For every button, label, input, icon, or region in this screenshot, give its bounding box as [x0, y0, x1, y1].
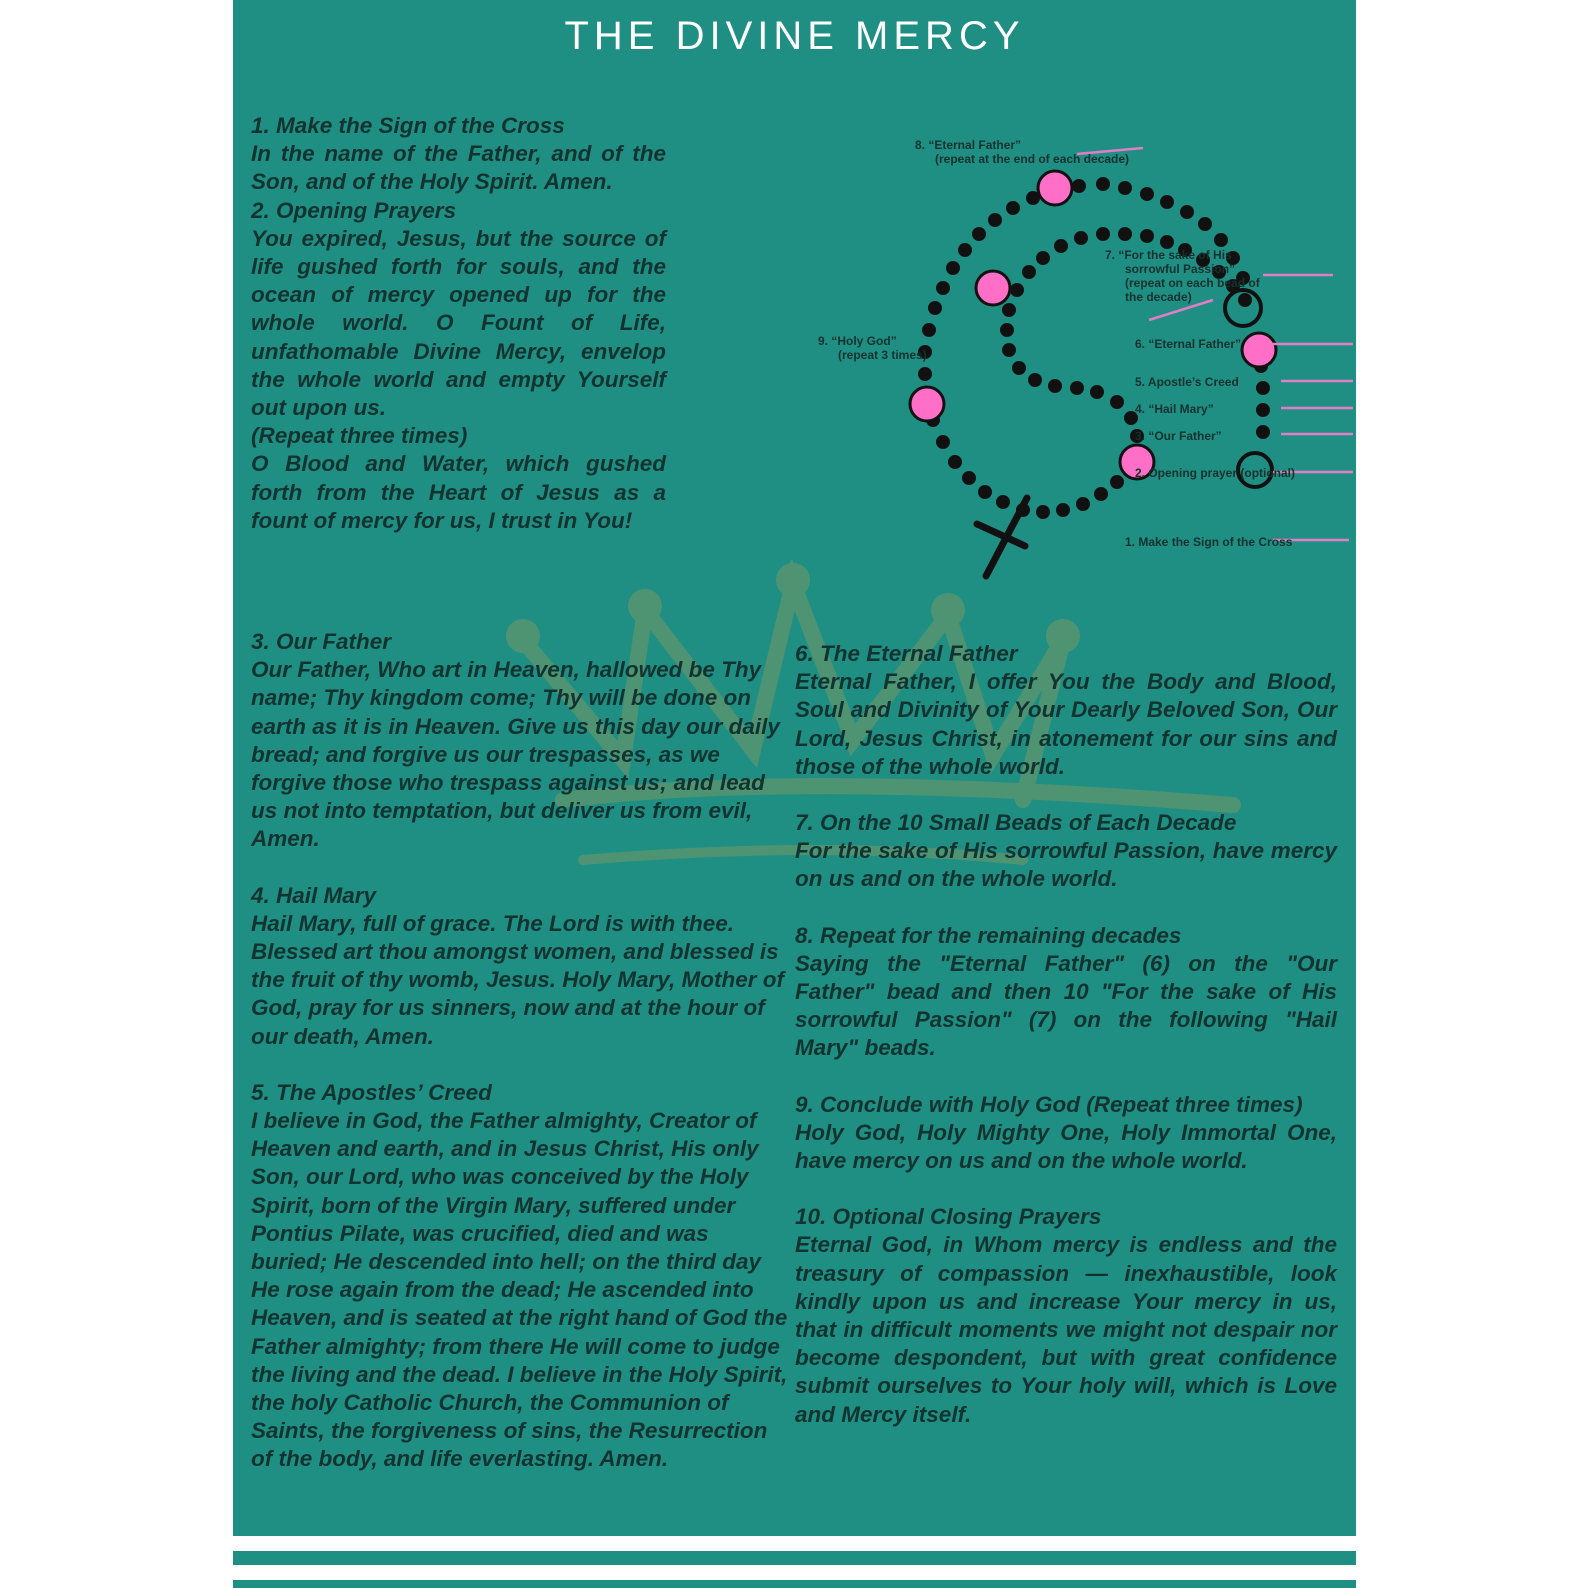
label-5: 5. Apostle’s Creed — [1135, 375, 1239, 389]
section-7-heading: 7. On the 10 Small Beads of Each Decade — [795, 810, 1237, 836]
page-title: THE DIVINE MERCY — [564, 14, 1025, 58]
label-7-sub-3: the decade) — [1125, 290, 1192, 304]
section-8-heading: 8. Repeat for the remaining decades — [795, 922, 1182, 948]
section-6-heading: 6. The Eternal Father — [795, 641, 1018, 666]
section-5-heading: 5. The Apostles’ Creed — [251, 1079, 492, 1105]
section-7-body: For the sake of His sorrowful Passion, have mercy on us and on the whole world. — [795, 838, 1337, 892]
section-4-body: Hail Mary, full of grace. The Lord is with thee. Blessed art thou amongst women, and blessed is the fruit of thy womb, Jesus. Holy Mary, Mother of God, pray for us sinners, now and at the hour of our death, Amen. — [251, 910, 784, 1049]
section-2-body-2: O Blood and Water, which gushed forth from the Heart of Jesus as a fount of mercy for us, I trust in You! — [251, 451, 666, 533]
prayer-sheet — [233, 0, 1356, 1536]
section-10-heading: 10. Optional Closing Prayers — [795, 1204, 1102, 1230]
section-1-heading: 1. Make the Sign of the Cross — [251, 113, 565, 138]
footer-stripe-1 — [233, 1551, 1356, 1565]
label-9: 9. “Holy God” — [818, 334, 897, 348]
label-6: 6. “Eternal Father” — [1135, 337, 1242, 351]
section-1-body: In the name of the Father, and of the Son, and of the Holy Spirit. Amen. — [251, 141, 666, 195]
section-6-body: Eternal Father, I offer You the Body and Blood, Soul and Divinity of Your Dearly Beloved Son, Our Lord, Jesus Christ, in atonement for our sins and those of the whole world. — [795, 669, 1337, 779]
label-7-sub: sorrowful Passion” — [1125, 262, 1236, 276]
section-10-body: Eternal God, in Whom mercy is endless and the treasury of compassion — inexhaustible, look kindly upon us and increase Your mercy in us, that in difficult moments we might not despair nor become despondent, but with great confidence submit ourselves to Your holy will, which is Love and Mercy itself. — [795, 1232, 1337, 1427]
section-8-body: Saying the "Eternal Father" (6) on the "Our Father" bead and then 10 "For the sake of His sorrowful Passion" (7) on the following "Hail Mary" beads. — [795, 950, 1337, 1061]
label-7: 7. “For the sake of His — [1105, 248, 1232, 262]
section-3-heading: 3. Our Father — [251, 629, 392, 654]
label-2: 2. Opening prayer (optional) — [1135, 466, 1296, 480]
footer-stripe-2 — [233, 1580, 1356, 1588]
label-8-sub: (repeat at the end of each decade) — [935, 152, 1130, 166]
section-4-heading: 4. Hail Mary — [251, 882, 377, 908]
left-column-bottom — [251, 628, 791, 1474]
label-4: 4. “Hail Mary” — [1135, 402, 1214, 416]
section-5-body: I believe in God, the Father almighty, Creator of Heaven and earth, and in Jesus Christ, His only Son, our Lord, who was conceived by the Holy Spirit, born of the Virgin Mary, suffered under Pontius Pilate, was crucified, died and was buried; He descended into hell; on the third day He rose again from the dead; He ascended into Heaven, and is seated at the right hand of God the Father almighty; from there He will come to judge the living and the dead. I believe in the Holy Spirit, the holy Catholic Church, the Communion of Saints, the forgiveness of sins, the Resurrection of the body, and life everlasting. Amen. — [251, 1108, 788, 1472]
section-2-heading: 2. Opening Prayers — [251, 197, 457, 223]
label-7-sub-2: (repeat on each bead of — [1125, 276, 1260, 290]
label-1: 1. Make the Sign of the Cross — [1125, 535, 1293, 549]
section-2-body: You expired, Jesus, but the source of life gushed forth for souls, and the ocean of mercy opened up for the whole world. O Fount of Life, unfathomable Divine Mercy, envelop the whole world and empty Yourself out upon us. — [251, 225, 666, 421]
section-9-body: Holy God, Holy Mighty One, Holy Immortal One, have mercy on us and on the whole world. — [795, 1119, 1337, 1174]
section-9-heading: 9. Conclude with Holy God (Repeat three times) — [795, 1091, 1303, 1117]
label-9-sub: (repeat 3 times) — [838, 348, 927, 362]
section-3-body: Our Father, Who art in Heaven, hallowed be Thy name; Thy kingdom come; Thy will be done on earth as it is in Heaven. Give us this day our daily bread; and forgive us our trespasses, as we forgive those who trespass against us; and lead us not into temptation, but deliver us from evil, Amen. — [251, 657, 780, 852]
diagram-labels — [233, 0, 1356, 600]
label-8: 8. “Eternal Father” — [915, 138, 1022, 152]
right-column — [795, 640, 1337, 1429]
section-2-note: (Repeat three times) — [251, 423, 468, 449]
label-3: 3. “Our Father” — [1135, 429, 1222, 443]
